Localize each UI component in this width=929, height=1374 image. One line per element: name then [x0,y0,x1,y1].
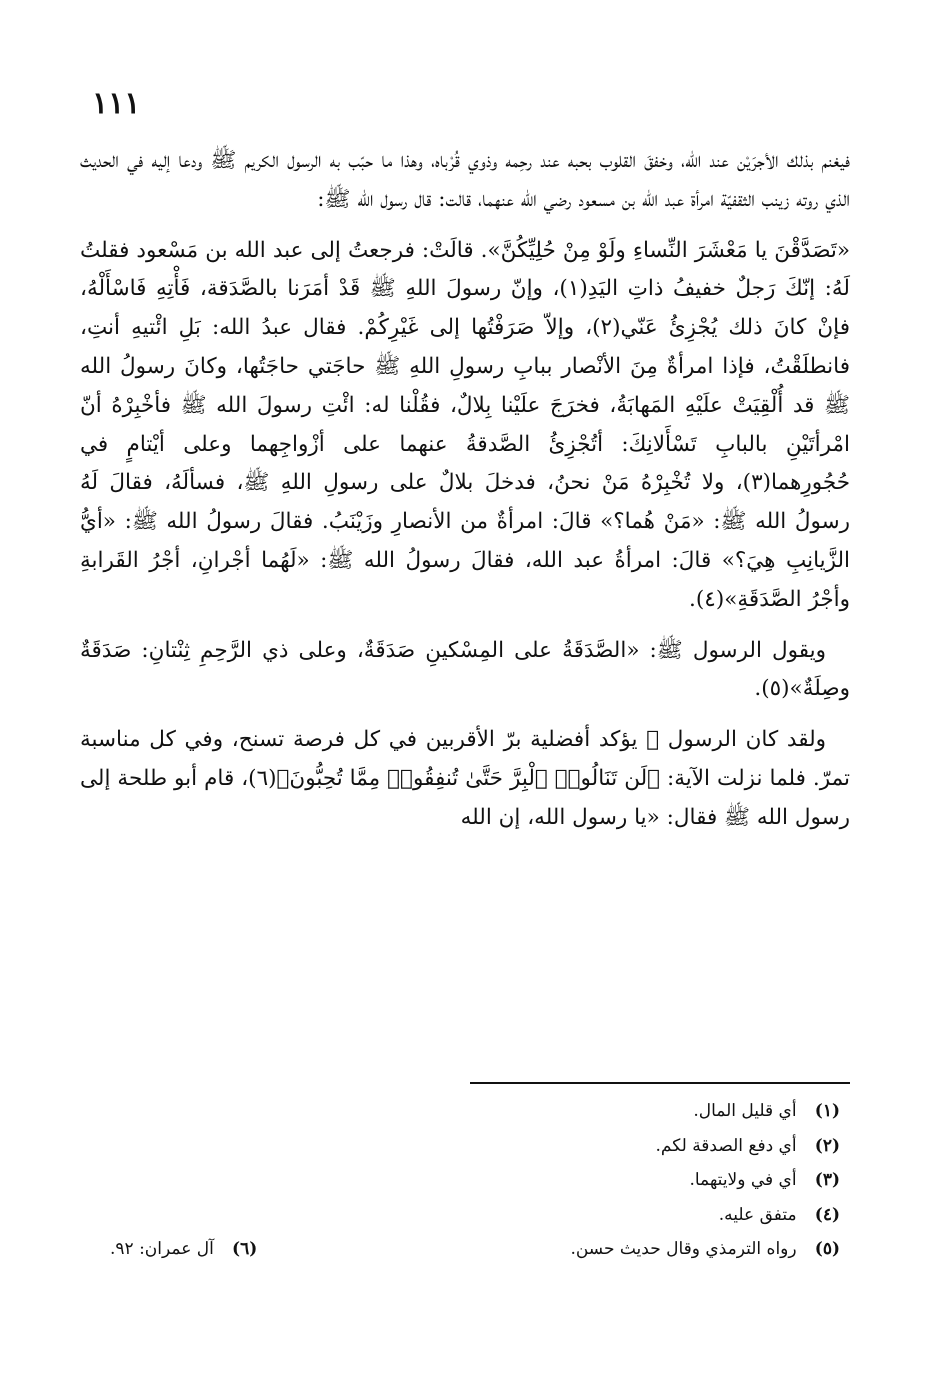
footnote-text: أي قليل المال. [693,1101,797,1121]
footnote-text: أي في ولايتهما. [689,1170,797,1190]
footnote-number: (٦) [232,1239,258,1259]
page-number: ١١١ [92,86,141,121]
footnote-divider [470,1082,850,1084]
paragraph-hadith-zaynab: «تَصَدَّقْنَ يا مَعْشَرَ النِّساءِ ولَوْ مِنْ حُلِيِّكُنَّ». قالَتْ: فرجعتُ إلى عبد الله بن مَسْعود فقلتُ لَهُ: إنّكَ رَجلٌ خفيفُ ذاتِ اليَدِ(١)، وإنّ رسولَ اللهِ ﷺ قَدْ أمَرَنا بالصَّدَقة، فَأْتِهِ فَاسْأَلْهُ، فإنْ كانَ ذلك يُجْزِئُ عَنّي(٢)، وإلاّ صَرَفْتُها إلى غَيْرِكُمْ. فقال عبدُ الله: بَلِ ائْتيهِ أنتِ، فانطلَقْتُ، فإذا امرأةٌ مِنَ الأنْصار ببابِ رسولِ اللهِ ﷺ حاجَتي حاجَتُها، وكانَ رسولُ الله ﷺ قد أُلْقِيَتْ علَيْهِ المَهابَةُ، فخرَجَ علَيْنا بِلالٌ، فقُلْنا له: ائْتِ رسولَ الله ﷺ فأخْبِرْهُ أنّ امْرأتَيْنِ بالبابِ تَسْأَلانِكَ: أتُجْزِئُ الصَّدقةُ عنهما على أزْواجِهما وعلى أيْتامٍ في حُجُورِهما(٣)، ولا تُخْبِرْهُ مَنْ نحنُ، فدخلَ بلالٌ على رسولِ اللهِ ﷺ، فسألَهُ، فقالَ لَهُ رسولُ الله ﷺ: «مَنْ هُما؟» قالَ: امرأةٌ من الأنصارِ وزَيْنَبُ. فقالَ رسولُ الله ﷺ: «أيُّ الزَّيانِبِ هِيَ؟» قالَ: امرأةُ عبد الله، فقالَ رسولُ الله ﷺ: «لَهُما أجْرانِ، أجْرُ القَرابةِ وأجْرُ الصَّدَقَةِ»(٤). [80,237,851,612]
footnote-1 [80,1094,840,1129]
paragraph-abu-talha: ولقد كان الرسول ﷺ يؤكد أفضلية برّ الأقربين في كل فرصة تسنح، وفي كل مناسبة تمرّ. فلما نزلت الآية: ﴿لَن تَنَالُوا۟ ٱلْبِرَّ حَتَّىٰ تُنفِقُوا۟ مِمَّا تُحِبُّونَ﴾(٦)، قام أبو طلحة إلى رسول الله ﷺ فقال: «يا رسول الله، إن الله [80,727,850,830]
footnote-text: رواه الترمذي وقال حديث حسن. [570,1239,797,1259]
footnote-text: متفق عليه. [718,1204,797,1225]
footnote-number: (٣) [814,1170,840,1190]
footnote-number: (٢) [814,1135,840,1156]
paragraph-hadith-sadaqa: ويقول الرسول ﷺ: «الصَّدَقَةُ على المِسْكينِ صَدَقَةٌ، وعلى ذي الرَّحِمِ ثِنْتانِ: صَدَقَةٌ وصِلَةٌ»(٥). [80,637,850,702]
footnote-3 [80,1163,840,1198]
footnote-number: (١) [814,1101,840,1121]
paragraph-intro: فيغنم بذلك الأجرَيْن عند الله، وخفقَ القلوب بحبه عند رحِمه وذوي قُرْباه، وهذا ما حبّب به الرسول الكريم ﷺ ودعا إليه في الحديث الذي روته زينب الثقفيّة امرأة عبد الله بن مسعود رضي الله عنهما، قالت: قال رسول الله ﷺ: [80,148,850,212]
footnote-text: أي دفع الصدقة لكم. [655,1135,797,1156]
footnote-2 [80,1129,840,1164]
body-text [80,142,850,850]
footnote-number: (٤) [814,1204,840,1225]
footnote-5 [80,1232,840,1267]
footnote-4 [80,1198,840,1233]
footnote-6 [110,1232,257,1267]
footnote-text: آل عمران: ٩٢. [110,1239,214,1259]
footnote-number: (٥) [814,1239,840,1259]
footnotes [80,1094,840,1267]
